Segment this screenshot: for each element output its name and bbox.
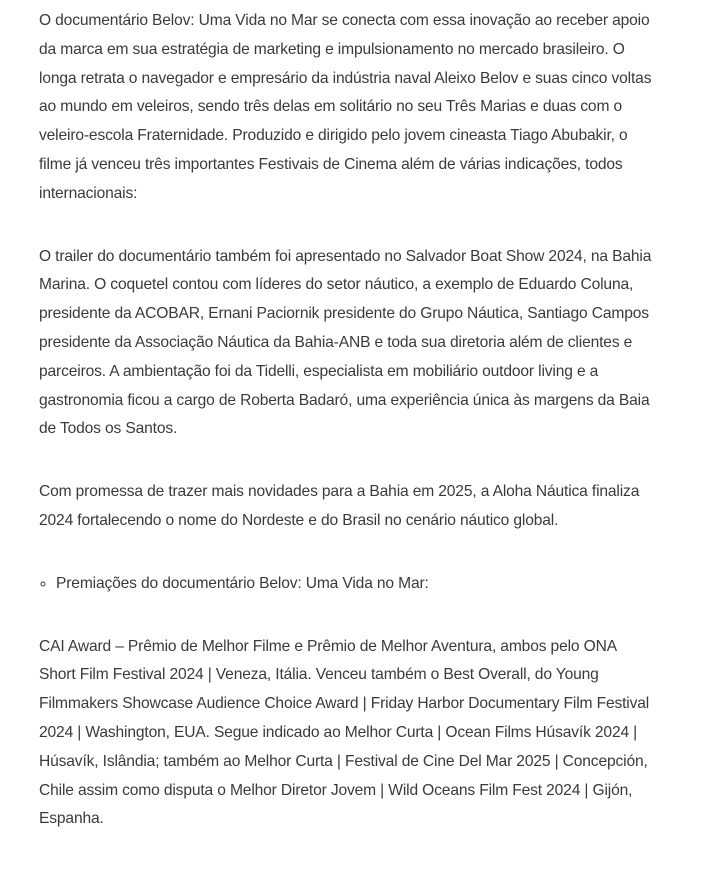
paragraph-trailer-event: O trailer do documentário também foi apresentado no Salvador Boat Show 2024, na Bahia Marina. O coquetel contou com líderes do setor náutico, a exemplo de Eduardo Coluna, presidente da ACOBAR, Ernani Paciornik presidente do Grupo Náutica, Santiago Campos presidente da Associação Náutica da Bahia-ANB e toda sua diretoria além de clientes e parceiros. A ambientação foi da Tidelli, especialista em mobiliário outdoor living e a gastronomia ficou a cargo de Roberta Badaró, uma experiência única às margens da Baia de Todos os Santos. xyxy=(39,247,652,438)
list-item-awards-heading: ◦ Premiações do documentário Belov: Uma Vida no Mar: xyxy=(56,570,655,599)
paragraph-awards-detail: CAI Award – Prêmio de Melhor Filme e Prêmio de Melhor Aventura, ambos pelo ONA Short Film Festival 2024 | Veneza, Itália. Venceu também o Best Overall, do Young Filmmakers Showcase Audience Choice Award | Friday Harbor Documentary Film Festival 2024 | Washington, EUA. Segue indicado ao Melhor Curta | Ocean Films Húsavík 2024 | Húsavík, Islândia; também ao Melhor Curta | Festival de Cine Del Mar 2025 | Concepción, Chile assim como disputa o Melhor Diretor Jovem | Wild Oceans Film Fest 2024 | Gijón, Espanha. xyxy=(39,637,650,828)
paragraph-aloha-promise: Com promessa de trazer mais novidades para a Bahia em 2025, a Aloha Náutica finaliza 2024 fortalecendo o nome do Nordeste e do Brasil no cenário náutico global. xyxy=(39,483,640,529)
awards-list xyxy=(39,570,655,599)
paragraph-documentary-intro: O documentário Belov: Uma Vida no Mar se conecta com essa inovação ao receber apoio da marca em sua estratégia de marketing e impulsionamento no mercado brasileiro. O longa retrata o navegador e empresário da indústria naval Aleixo Belov e suas cinco voltas ao mundo em veleiros, sendo três delas em solitário no seu Três Marias e duas com o veleiro-escola Fraternidade. Produzido e dirigido pelo jovem cineasta Tiago Abubakir, o filme já venceu três importantes Festivais de Cinema além de várias indicações, todos internacionais: xyxy=(39,12,652,202)
